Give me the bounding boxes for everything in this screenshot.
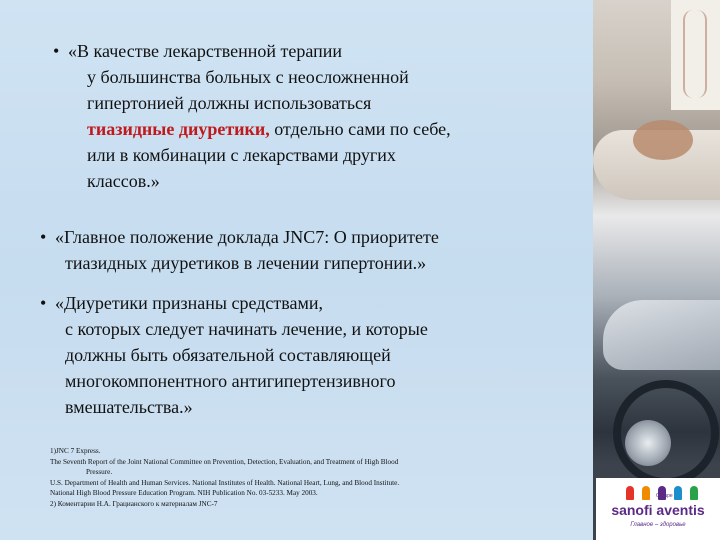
stethoscope-icon (625, 420, 671, 466)
logo-figure (690, 486, 698, 500)
bullet-dot: • (53, 41, 60, 61)
references (50, 446, 570, 509)
reference-line: U.S. Department of Health and Human Services. National Institutes of Health. National Heart, Lung, and Blood Institute. (50, 478, 400, 487)
bullet-line: гипертонией должны использоваться (87, 93, 372, 113)
bullet-line: или в комбинации с лекарствами других (87, 145, 396, 165)
bullet-line (68, 116, 568, 142)
bullet-line: вмешательства.» (65, 397, 193, 417)
bullet-line: многокомпонентного антигипертензивного (65, 371, 396, 391)
reference-line: 2) Коментарии Н.А. Грацианского к материалам JNC-7 (50, 499, 218, 508)
bullet-thiazide-therapy (53, 38, 568, 194)
reference-line: The Seventh Report of the Joint National Committee on Prevention, Detection, Evaluation, and Treatment of High Blood (50, 457, 399, 466)
logo-group: Groupe (656, 493, 673, 499)
bullet-text: отдельно сами по себе, (269, 119, 451, 139)
logo-figure (674, 486, 682, 500)
bullet-dot: • (40, 227, 47, 247)
bullet-line: должны быть обязательной составляющей (65, 345, 391, 365)
bullet-line: тиазидных диуретиков в лечении гипертонии.» (65, 253, 427, 273)
bullet-line: с которых следует начинать лечение, и которые (65, 319, 428, 339)
bullet-line: «В качестве лекарственной терапии (68, 41, 343, 61)
company-logo (596, 478, 720, 540)
bullet-jnc7-priority (40, 224, 575, 276)
bullet-line: «Диуретики признаны средствами, (55, 293, 324, 313)
logo-name: sanofi aventis (611, 502, 705, 518)
reference-line: 1)JNC 7 Express. (50, 447, 101, 455)
highlight-text: тиазидные диуретики, (87, 119, 270, 139)
bullet-line: у большинства больных с неосложненной (87, 67, 409, 87)
logo-figure (626, 486, 634, 500)
blood-pressure-cuff (603, 300, 720, 370)
anatomy-figure (683, 10, 707, 98)
reference-line: Pressure. (86, 468, 113, 476)
logo-figure (642, 486, 650, 500)
reference-line: National High Blood Pressure Education Program. NIH Publication No. 03-5233. May 2003. (50, 489, 318, 497)
logo-tagline: Главное – здоровье (630, 522, 686, 528)
bullet-line: классов.» (87, 171, 160, 191)
bullet-dot: • (40, 293, 47, 313)
patient (633, 120, 693, 160)
medical-photo (593, 0, 720, 540)
bullet-diuretics-first-line (40, 290, 575, 420)
bullet-line: «Главное положение доклада JNC7: О приоритете (55, 227, 439, 247)
